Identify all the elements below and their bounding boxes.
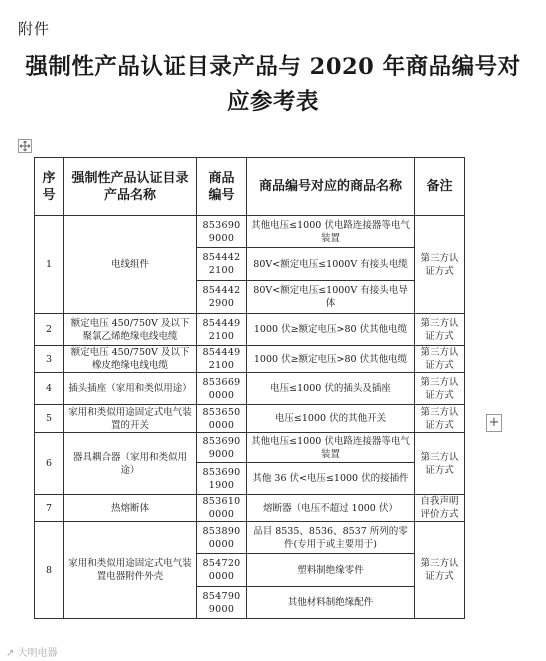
row-product-name: 额定电压 450/750V 及以下橡皮绝缘电线电缆 [64, 346, 197, 373]
table-row [35, 522, 465, 554]
table-row [35, 346, 465, 373]
title-line-1: 强制性产品认证目录产品与 2020 年商品编号对 [25, 54, 521, 80]
table-move-handle-icon[interactable] [18, 139, 32, 153]
page-title [0, 50, 546, 120]
row-seq: 2 [35, 314, 64, 346]
table-body [35, 216, 465, 619]
row-code: 854720 0000 [197, 554, 247, 587]
table-header-row [35, 158, 465, 216]
row-code: 853669 0000 [197, 373, 247, 405]
row-code-description: 其他 36 伏<电压≤1000 伏的接插件 [247, 463, 415, 495]
row-code-description: 1000 伏≥额定电压>80 伏其他电缆 [247, 314, 415, 346]
table-row [35, 495, 465, 522]
row-note: 第三方认证方式 [415, 433, 465, 495]
title-line-2: 应参考表 [226, 89, 319, 115]
row-code-description: 其他电压≤1000 伏电路连接器等电气装置 [247, 433, 415, 463]
row-product-name: 电线组件 [64, 216, 197, 314]
table-row [35, 373, 465, 405]
table-row [35, 433, 465, 463]
row-seq: 4 [35, 373, 64, 405]
header-code-text: 商品 编号 [208, 170, 235, 203]
row-note: 第三方认证方式 [415, 346, 465, 373]
header-name [64, 158, 197, 216]
row-seq: 5 [35, 405, 64, 433]
row-code-description: 其他材料制绝缘配件 [247, 587, 415, 619]
attachment-label: 附件 [18, 20, 51, 38]
row-code: 854442 2900 [197, 281, 247, 314]
header-seq [35, 158, 64, 216]
row-seq: 3 [35, 346, 64, 373]
watermark-logo: ↗ 大明电器 [6, 648, 58, 659]
row-code: 853890 0000 [197, 522, 247, 554]
row-code-description: 熔断器（电压不超过 1000 伏） [247, 495, 415, 522]
row-note: 第三方认证方式 [415, 216, 465, 314]
row-product-name: 家用和类似用途固定式电气装置的开关 [64, 405, 197, 433]
table-row [35, 405, 465, 433]
table-row [35, 216, 465, 248]
row-code: 854449 2100 [197, 346, 247, 373]
header-name-text: 强制性产品认证目录 产品名称 [71, 170, 189, 203]
row-code-description: 1000 伏≥额定电压>80 伏其他电缆 [247, 346, 415, 373]
row-note: 第三方认证方式 [415, 405, 465, 433]
header-code [197, 158, 247, 216]
row-code: 853650 0000 [197, 405, 247, 433]
row-code-description: 80V<额定电压≤1000V 有接头电导体 [247, 281, 415, 314]
row-code-description: 电压≤1000 伏的其他开关 [247, 405, 415, 433]
row-code-description: 80V<额定电压≤1000V 有接头电缆 [247, 248, 415, 281]
row-code: 853690 9000 [197, 433, 247, 463]
table-row [35, 314, 465, 346]
header-desc: 商品编号对应的商品名称 [247, 158, 415, 216]
row-product-name: 热熔断体 [64, 495, 197, 522]
row-product-name: 插头插座（家用和类似用途） [64, 373, 197, 405]
row-product-name: 家用和类似用途固定式电气装置电器附件外壳 [64, 522, 197, 619]
row-code-description: 电压≤1000 伏的插头及插座 [247, 373, 415, 405]
row-code: 853690 9000 [197, 216, 247, 248]
row-note: 自我声明评价方式 [415, 495, 465, 522]
row-code-description: 品目 8535、8536、8537 所列的零件(专用于或主要用于) [247, 522, 415, 554]
row-code-description: 其他电压≤1000 伏电路连接器等电气装置 [247, 216, 415, 248]
row-note: 第三方认证方式 [415, 314, 465, 346]
row-product-name: 额定电压 450/750V 及以下聚氯乙烯绝缘电线电缆 [64, 314, 197, 346]
header-note: 备注 [415, 158, 465, 216]
row-note: 第三方认证方式 [415, 522, 465, 619]
row-seq: 6 [35, 433, 64, 495]
row-seq: 8 [35, 522, 64, 619]
row-code: 854442 2100 [197, 248, 247, 281]
row-note: 第三方认证方式 [415, 373, 465, 405]
header-seq-text: 序 号 [42, 170, 56, 203]
row-code-description: 塑料制绝缘零件 [247, 554, 415, 587]
row-code: 854790 9000 [197, 587, 247, 619]
row-seq: 1 [35, 216, 64, 314]
product-code-table [34, 157, 465, 619]
row-seq: 7 [35, 495, 64, 522]
row-code: 853610 0000 [197, 495, 247, 522]
add-column-icon[interactable]: + [486, 414, 502, 432]
row-code: 854449 2100 [197, 314, 247, 346]
row-product-name: 器具耦合器（家用和类似用途） [64, 433, 197, 495]
row-code: 853690 1900 [197, 463, 247, 495]
